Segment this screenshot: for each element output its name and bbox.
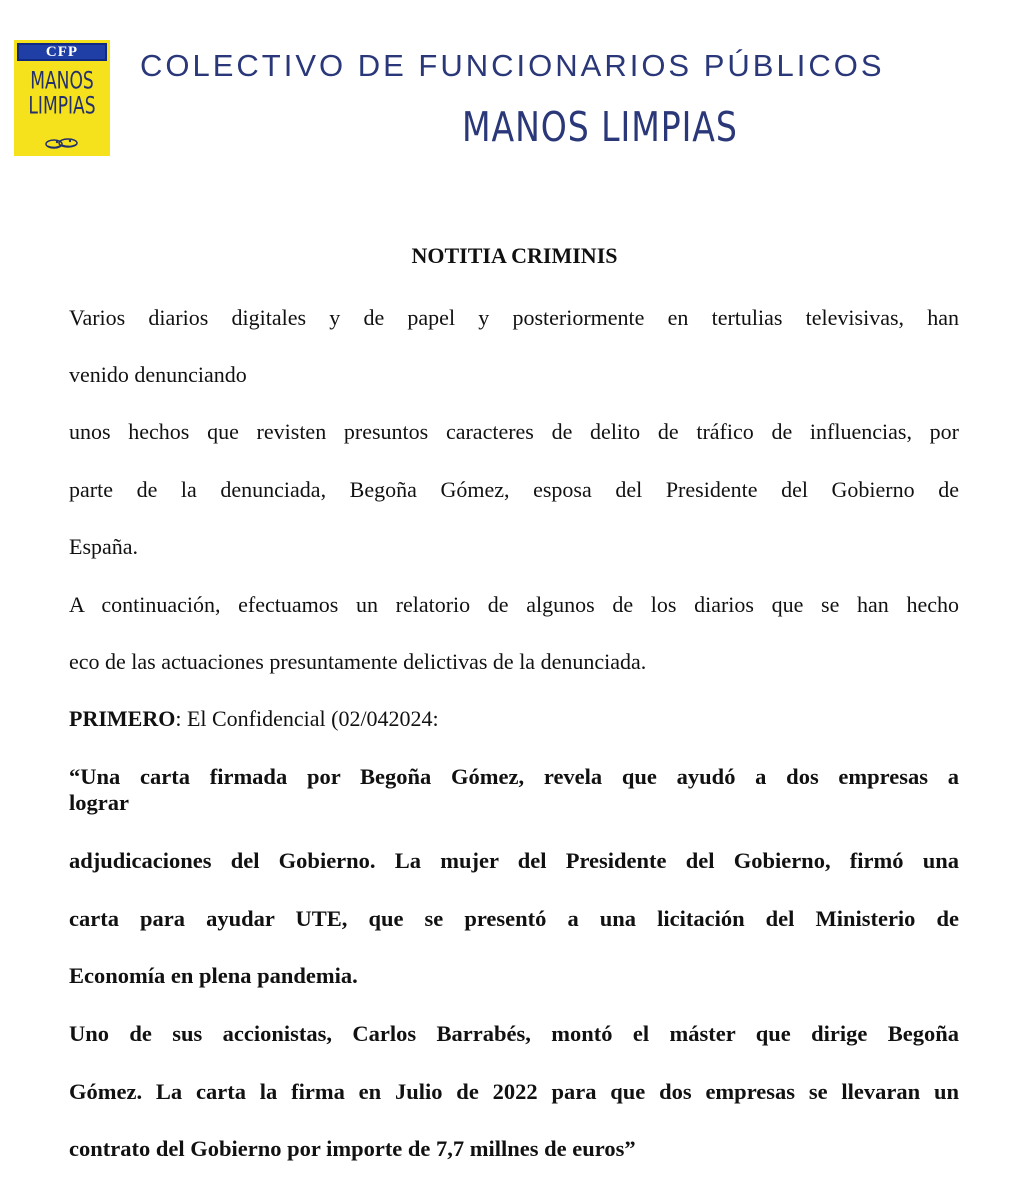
paragraph-line: Varios diarios digitales y de papel y posteriormente en tertulias televisivas, han [69, 305, 959, 330]
hands-icon [44, 136, 80, 150]
quote-line: carta para ayudar UTE, que se presentó a una licitación del Ministerio de [69, 906, 959, 931]
paragraph-line: parte de la denunciada, Begoña Gómez, esposa del Presidente del Gobierno de [69, 477, 959, 502]
first-item-source: : El Confidencial (02/042024: [175, 706, 439, 731]
first-item-label: PRIMERO [69, 706, 176, 731]
quote-line: lograr [69, 790, 129, 815]
organization-name: COLECTIVO DE FUNCIONARIOS PÚBLICOS [140, 48, 885, 83]
paragraph-line: A continuación, efectuamos un relatorio de algunos de los diarios que se han hecho [69, 592, 959, 617]
document-title: NOTITIA CRIMINIS [411, 243, 618, 268]
paragraph-line: España. [69, 534, 139, 559]
logo-word-limpias: LIMPIAS [28, 92, 96, 120]
paragraph-line: eco de las actuaciones presuntamente delictivas de la denunciada. [69, 649, 647, 674]
quote-line: contrato del Gobierno por importe de 7,7 millnes de euros” [69, 1136, 636, 1161]
paragraph-line: venido denunciando [69, 362, 247, 387]
logo-word-manos: MANOS [30, 67, 94, 95]
quote-line: “Una carta firmada por Begoña Gómez, revela que ayudó a dos empresas a [69, 764, 959, 789]
quote-line: adjudicaciones del Gobierno. La mujer del Presidente del Gobierno, firmó una [69, 848, 959, 873]
organization-brand: MANOS LIMPIAS [462, 104, 738, 152]
first-item-heading [69, 706, 439, 732]
quote-line: Economía en plena pandemia. [69, 963, 358, 988]
quote-line: Uno de sus accionistas, Carlos Barrabés, montó el máster que dirige Begoña [69, 1021, 959, 1046]
paragraph-line: unos hechos que revisten presuntos caracteres de delito de tráfico de influencias, por [69, 419, 959, 444]
organization-logo [14, 40, 110, 156]
logo-abbreviation: CFP [17, 43, 107, 61]
quote-line: Gómez. La carta la firma en Julio de 2022 para que dos empresas se llevaran un [69, 1079, 959, 1104]
